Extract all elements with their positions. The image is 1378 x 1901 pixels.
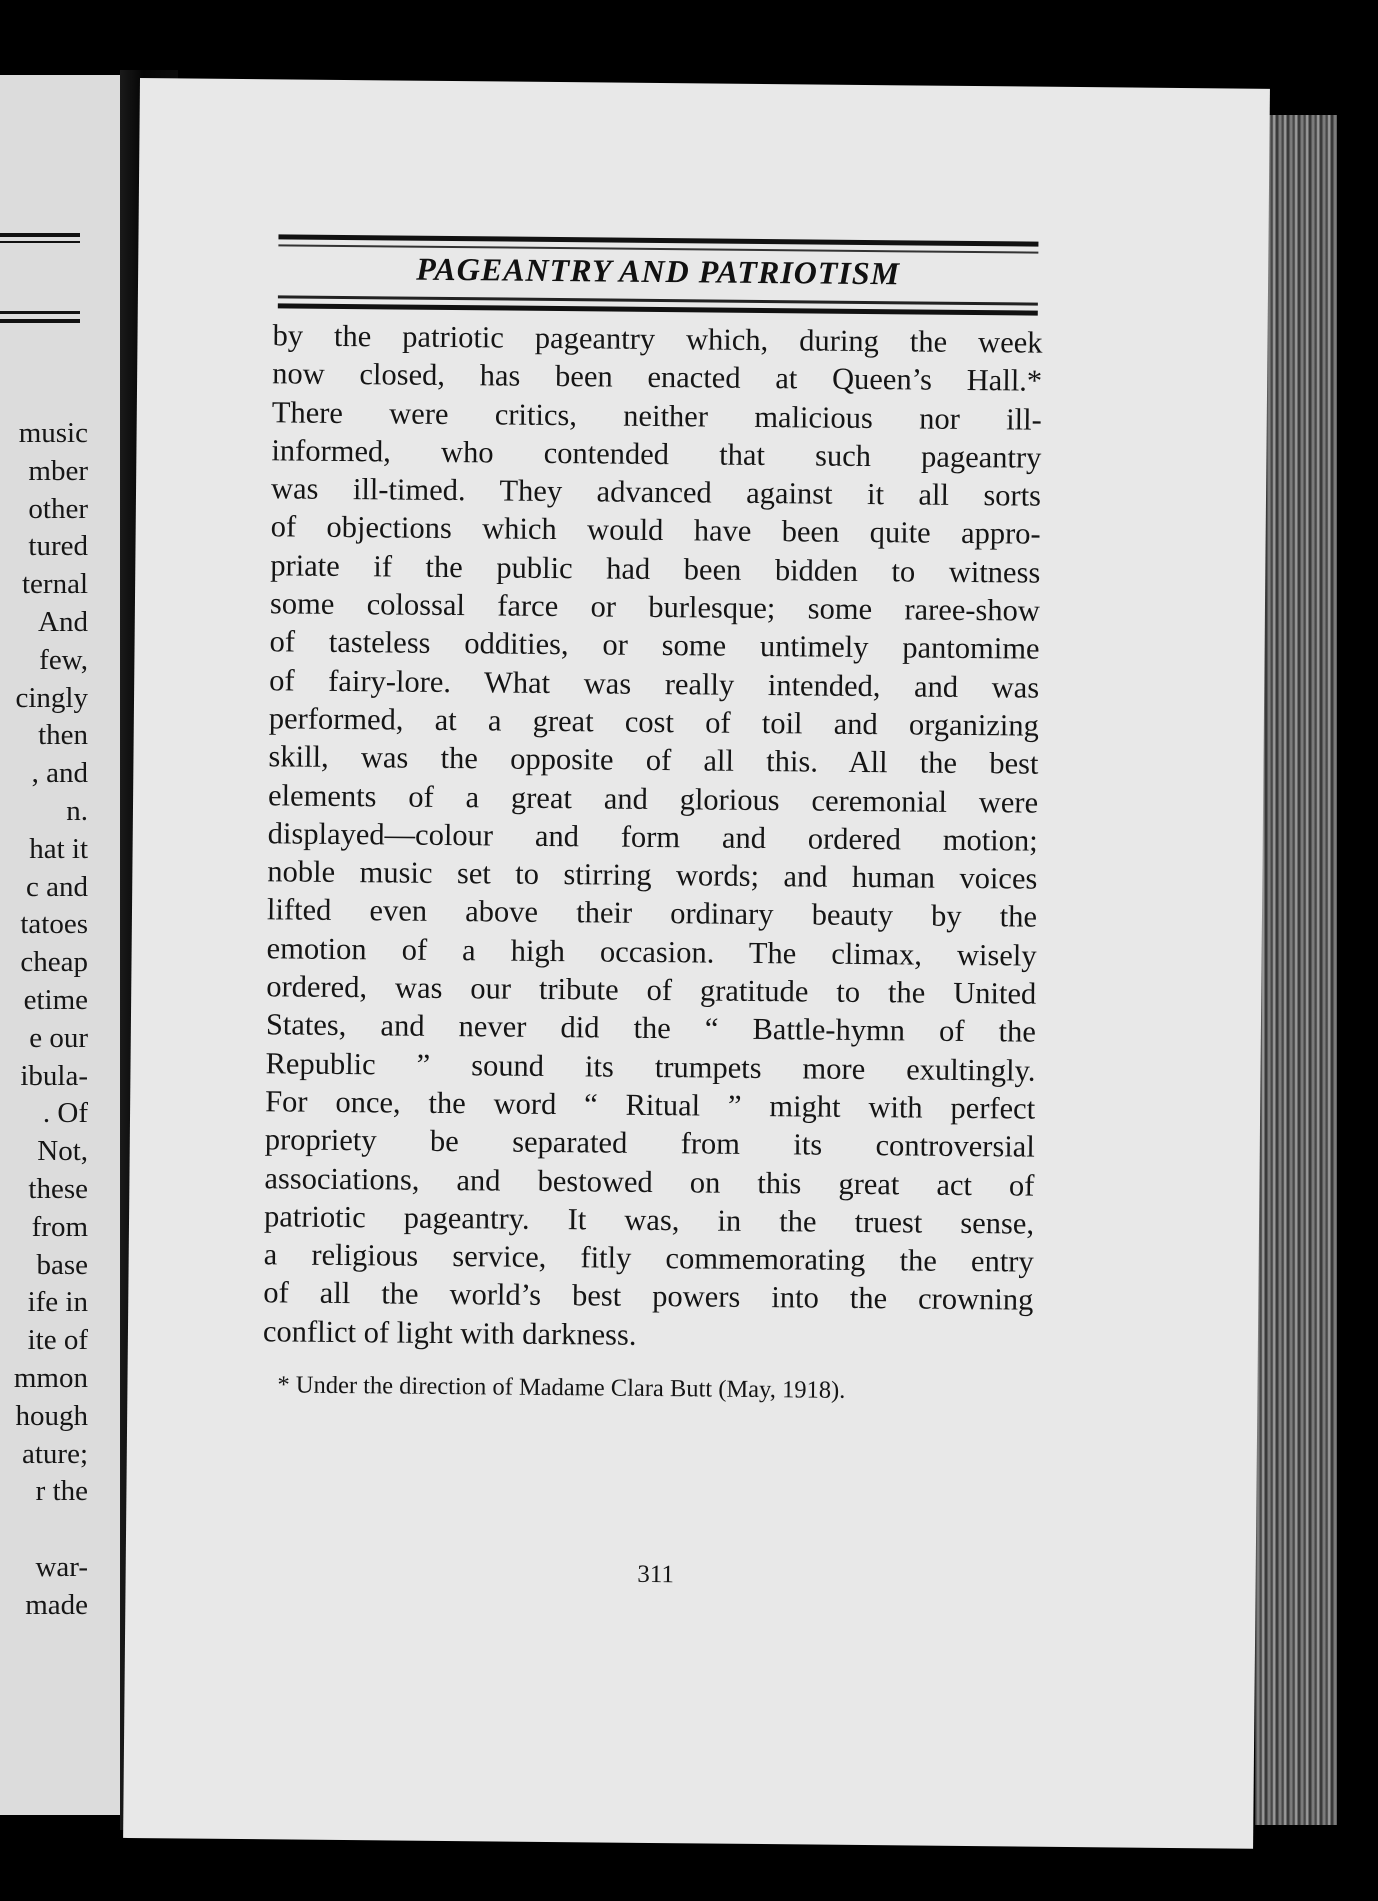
left-text-line: mmon [13, 1361, 88, 1394]
book-page [123, 78, 1270, 1849]
page-edges [1255, 115, 1337, 1825]
left-text-line: c and [26, 870, 88, 903]
left-text-line: r the [35, 1475, 88, 1508]
left-text-line: few, [39, 643, 88, 676]
text-line: patriotic pageantry. It was, in the truest sense, [263, 1199, 1035, 1241]
footnote: * Under the direction of Madame Clara Butt (May, 1918). [277, 1371, 846, 1404]
left-header-rule [0, 311, 80, 314]
text-line: noble music set to stirring words; and human voices [267, 854, 1038, 896]
left-text-line: ternal [21, 568, 88, 601]
left-text-line: e our [29, 1021, 88, 1054]
left-text-line: Not, [37, 1135, 88, 1168]
left-text-line: n. [66, 794, 88, 827]
left-text-line: tatoes [20, 908, 88, 941]
text-line: performed, at a great cost of toil and organizing [268, 701, 1039, 743]
text-line: lifted even above their ordinary beauty by the [266, 892, 1038, 935]
left-text-line: cingly [15, 681, 88, 714]
left-text-line: hough [15, 1399, 88, 1432]
left-text-line: , and [31, 757, 88, 790]
text-line: of fairy-lore. What was really intended, and was [269, 662, 1040, 705]
text-line: of objections which would have been quite appro- [270, 509, 1041, 552]
running-head: PAGEANTRY AND PATRIOTISM [416, 250, 901, 292]
left-text-line: . Of [42, 1097, 88, 1130]
left-text-line: etime [23, 983, 88, 1016]
text-line: For once, the word “ Ritual ” might with perfect [265, 1084, 1036, 1126]
text-line: of tasteless oddities, or some untimely pantomime [269, 624, 1040, 667]
text-line: There were critics, neither malicious nor ill- [271, 394, 1042, 437]
left-header-rule [0, 241, 80, 243]
left-header-rule [0, 319, 80, 323]
header-rule [278, 303, 1038, 315]
left-text-line: war- [35, 1550, 88, 1583]
left-text-line: these [28, 1172, 88, 1205]
left-text-line: made [25, 1588, 88, 1621]
left-text-line: And [38, 605, 88, 638]
left-text-line: from [31, 1210, 88, 1243]
left-text-line: other [28, 492, 88, 525]
left-header-rule [0, 233, 80, 237]
text-line: informed, who contended that such pageantry [271, 433, 1042, 475]
text-line: by the patriotic pageantry which, during the week [272, 318, 1043, 360]
text-line: propriety be separated from its controversial [264, 1122, 1035, 1164]
left-text-line: ite of [27, 1324, 88, 1357]
left-text-line: tured [28, 530, 88, 563]
body-text [263, 316, 1043, 1357]
text-line: displayed—colour and form and ordered motion; [267, 816, 1038, 858]
text-line: a religious service, fitly commemorating the entry [263, 1237, 1034, 1279]
text-line: elements of a great and glorious ceremonial were [267, 777, 1039, 820]
left-text-line: cheap [20, 946, 88, 979]
text-line: conflict of light with darkness. [262, 1313, 637, 1352]
text-line: some colossal farce or burlesque; some raree-show [269, 586, 1041, 628]
left-text-line: music [18, 417, 88, 449]
text-line: of all the world’s best powers into the crowning [263, 1275, 1034, 1318]
left-text-line [0, 1511, 88, 1549]
left-text-line: ibula- [20, 1059, 88, 1092]
page-number: 311 [637, 1560, 675, 1589]
text-line: ordered, was our tribute of gratitude to the United [266, 969, 1037, 1011]
left-text-line: ife in [27, 1286, 88, 1319]
left-text-line: mber [28, 454, 88, 487]
left-text-line: base [36, 1248, 88, 1281]
previous-page-text [0, 415, 88, 1625]
text-line: skill, was the opposite of all this. All the best [268, 739, 1039, 781]
text-line: emotion of a high occasion. The climax, wisely [266, 931, 1037, 973]
text-line: States, and never did the “ Battle-hymn of the [265, 1007, 1037, 1049]
text-line: Republic ” sound its trumpets more exultingly. [265, 1045, 1036, 1088]
left-text-line: ature; [21, 1437, 88, 1470]
left-text-line: then [38, 719, 88, 752]
text-line: now closed, has been enacted at Queen’s Hall.* [272, 356, 1043, 398]
left-text-line: hat it [29, 832, 88, 865]
text-line: was ill-timed. They advanced against it all sorts [270, 471, 1042, 513]
text-line: associations, and bestowed on this great act of [264, 1160, 1035, 1203]
text-line: priate if the public had been bidden to witness [270, 548, 1041, 590]
